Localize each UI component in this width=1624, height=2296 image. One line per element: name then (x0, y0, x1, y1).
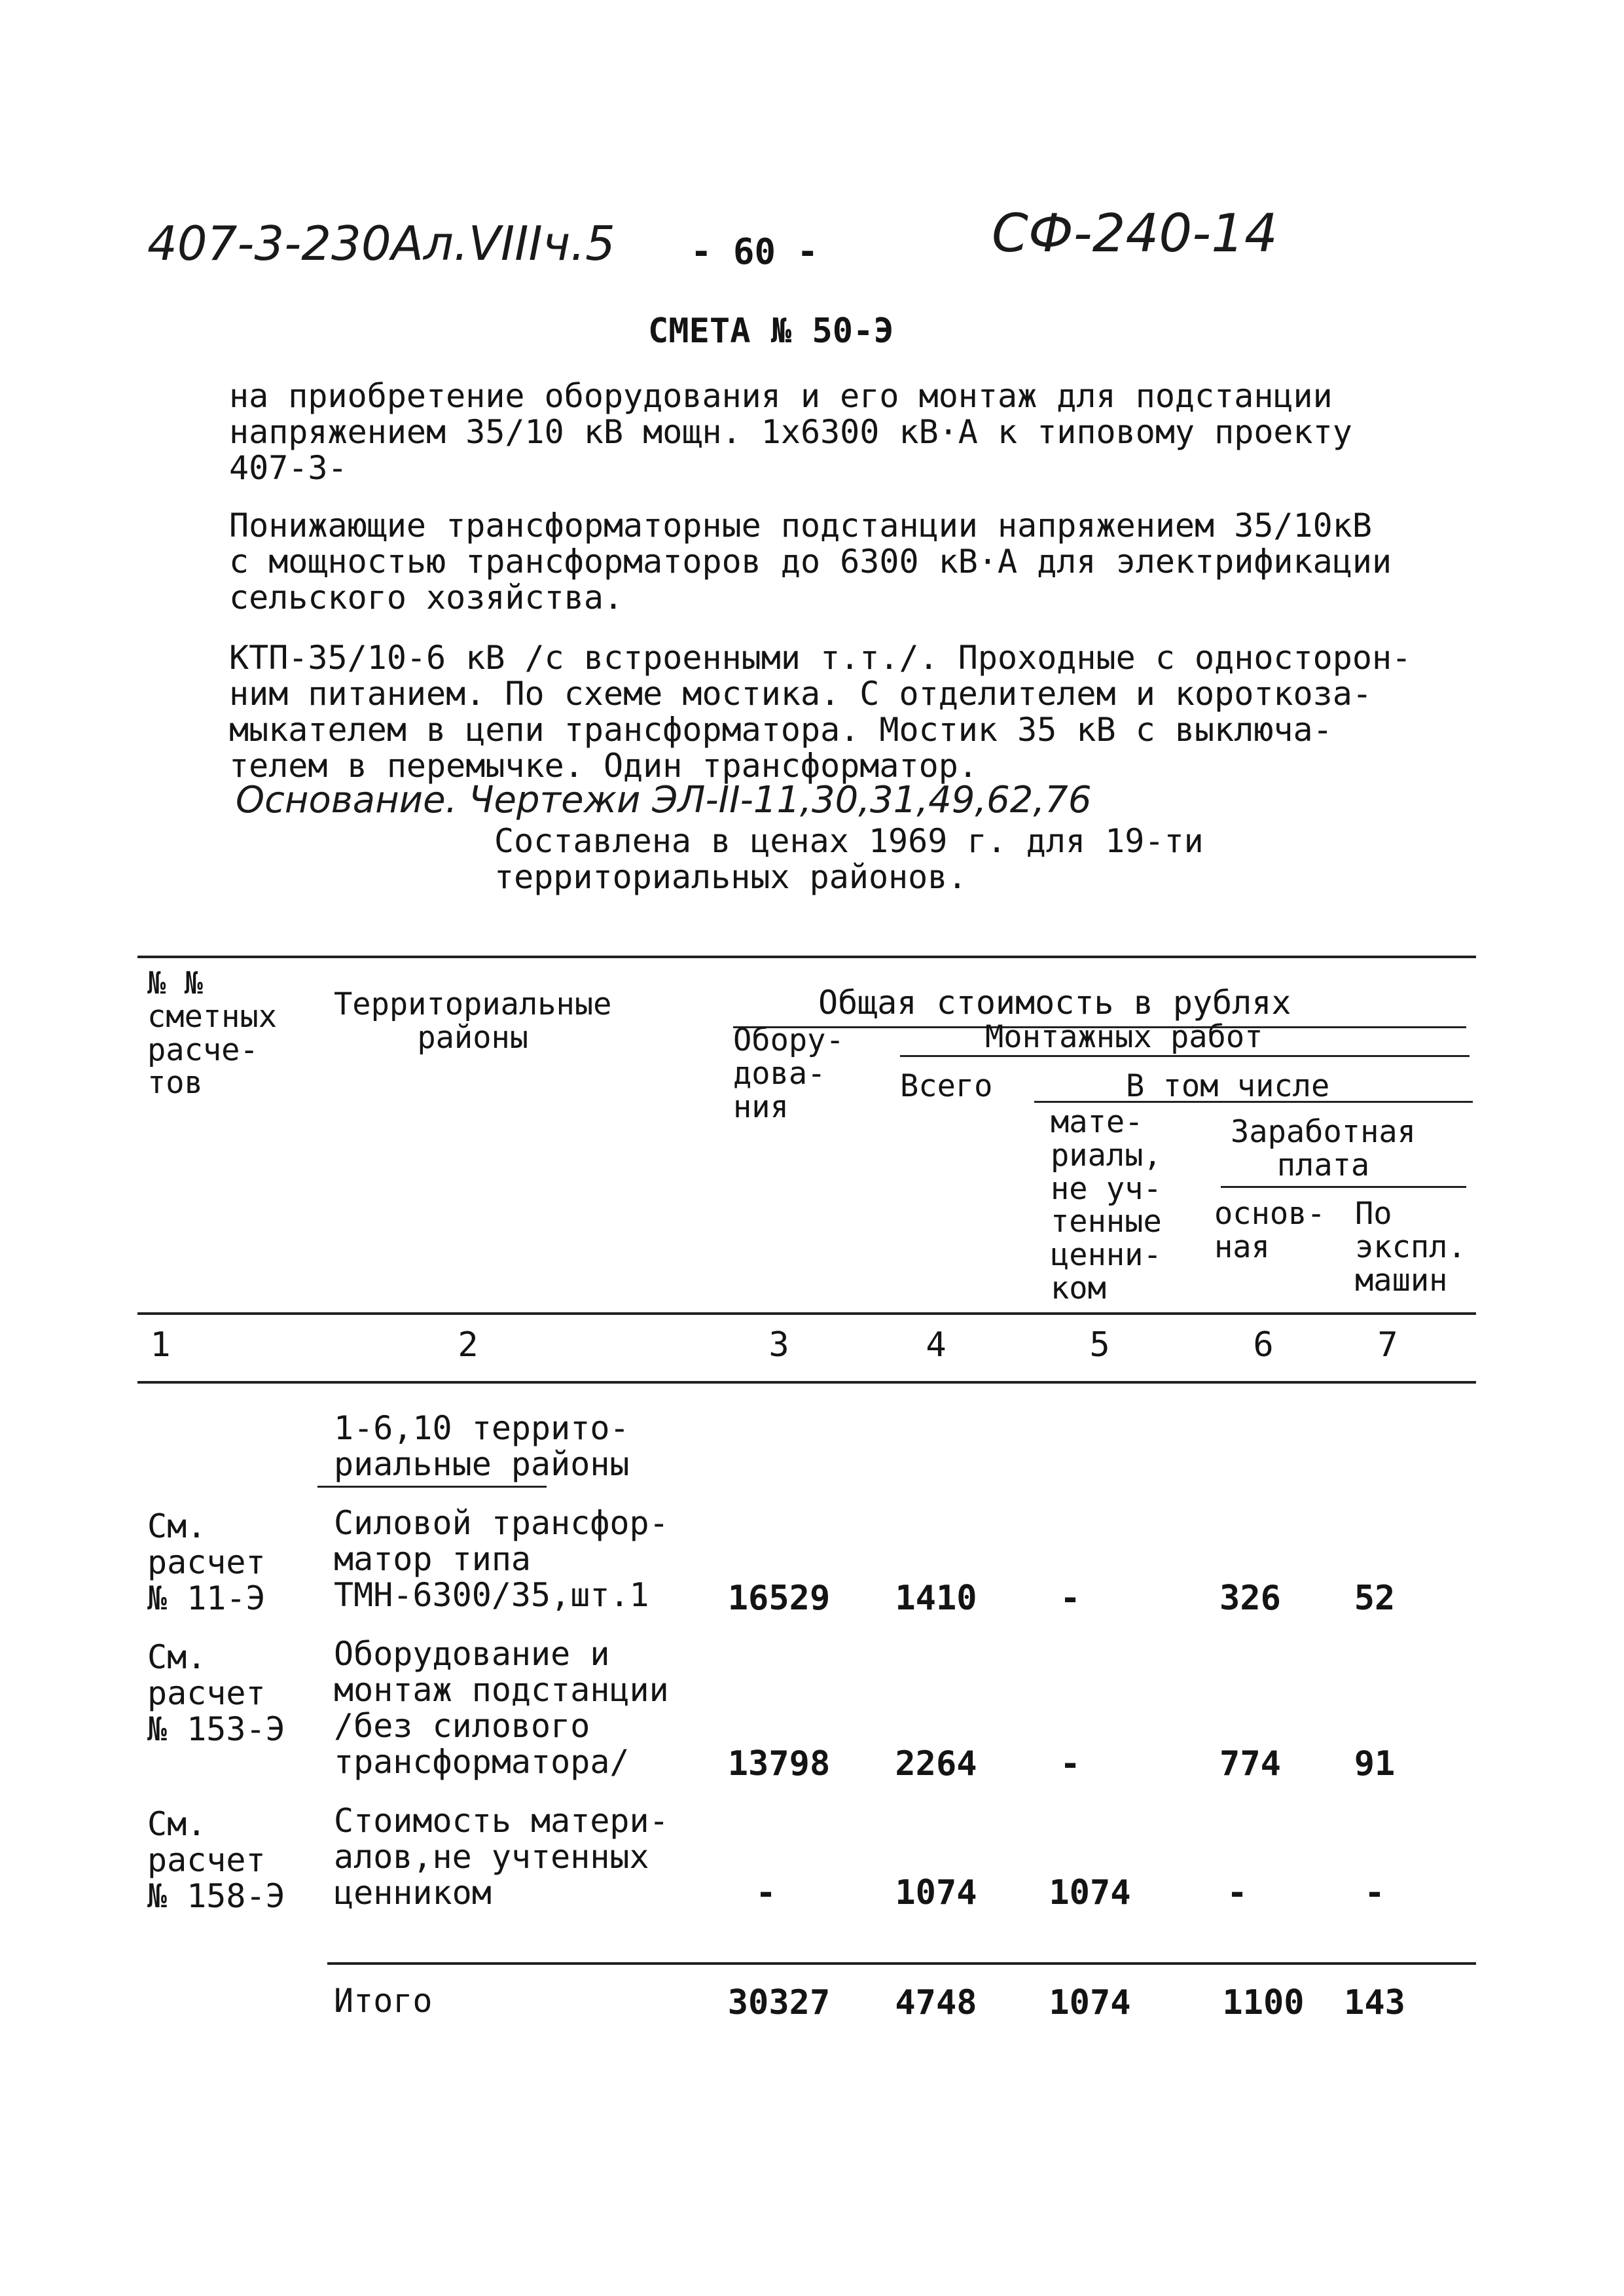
row-name: Силовой трансфор- матор типа ТМН-6300/35,шт.1 (334, 1504, 669, 1614)
intro-line: на приобретение оборудования и его монтаж для подстанции (229, 377, 1333, 415)
row-machines: 52 (1354, 1579, 1396, 1618)
column-number: 2 (458, 1325, 478, 1365)
row-materials: - (1060, 1579, 1081, 1618)
description-line: с мощностью трансформаторов до 6300 кВ·А для электрификации (229, 543, 1392, 581)
header-calc-number: № № сметных расче- тов (147, 965, 278, 1102)
total-row-rule (327, 1962, 1476, 1965)
column-number: 3 (768, 1325, 789, 1365)
header-machines: По экспл. машин (1355, 1196, 1466, 1299)
row-ref: См. расчет № 11-Э (147, 1507, 266, 1617)
row-all: 2264 (895, 1744, 977, 1784)
doc-code-right: СФ-240-14 (992, 203, 1278, 264)
header-regions: Территориальные районы (334, 986, 612, 1056)
description-paragraph (229, 508, 1392, 616)
row-ref: См. расчет № 158-Э (147, 1805, 285, 1915)
row-all: 1074 (895, 1873, 977, 1912)
row-basic: - (1227, 1873, 1248, 1912)
column-number: 4 (926, 1325, 947, 1365)
total-label: Итого (334, 1982, 433, 2020)
doc-code-left: 407-3-230Ал.VIIIч.5 (147, 216, 615, 271)
column-number: 1 (150, 1325, 171, 1365)
specification-line: ним питанием. По схеме мостика. С отделителем и короткоза- (229, 675, 1372, 713)
intro-line: напряжением 35/10 кВ мощн. 1х6300 кВ·А к типовому проекту (229, 413, 1352, 451)
row-equipment: - (755, 1873, 776, 1912)
description-line: Понижающие трансформаторные подстанции напряжением 35/10кВ (229, 507, 1372, 545)
intro-paragraph (229, 378, 1352, 486)
row-name: Оборудование и монтаж подстанции /без силового трансформатора/ (334, 1635, 669, 1781)
table-top-rule (137, 956, 1476, 958)
row-ref: См. расчет № 153-Э (147, 1638, 285, 1748)
specification-line: телем в перемычке. Один трансформатор. (229, 747, 978, 785)
row-all: 1410 (895, 1579, 977, 1618)
compiled-note (494, 823, 1204, 895)
header-installation: Монтажных работ (985, 1019, 1263, 1055)
header-equipment: Обору- дова- ния (733, 1022, 844, 1125)
total-basic: 1100 (1222, 1983, 1305, 2022)
header-basic: основ- ная (1214, 1196, 1326, 1265)
row-basic: 326 (1219, 1579, 1281, 1618)
installation-underline (900, 1055, 1470, 1057)
page-number: - 60 - (691, 231, 819, 272)
total-machines: 143 (1344, 1983, 1405, 2022)
compiled-line: Составлена в ценах 1969 г. для 19-ти (494, 822, 1204, 860)
column-numbers-rule (137, 1381, 1476, 1384)
header-wages: Заработная плата (1231, 1114, 1416, 1183)
page-title: СМЕТА № 50-Э (648, 312, 894, 351)
row-materials: 1074 (1049, 1873, 1131, 1912)
description-line: сельского хозяйства. (229, 579, 624, 617)
total-materials: 1074 (1049, 1983, 1131, 2022)
row-name: Стоимость матери- алов,не учтенных ценником (334, 1802, 669, 1912)
header-total-cost: Общая стоимость в рублях (818, 984, 1291, 1022)
section-title: 1-6,10 террито- риальные районы (334, 1409, 630, 1483)
header-including: В том числе (1126, 1068, 1330, 1104)
row-materials: - (1060, 1744, 1081, 1784)
row-basic: 774 (1219, 1744, 1281, 1784)
specification-line: КТП-35/10-6 кВ /с встроенными т.т./. Проходные с односторон- (229, 639, 1412, 677)
row-equipment: 13798 (727, 1744, 831, 1784)
column-number: 6 (1253, 1325, 1274, 1365)
wages-underline (1221, 1186, 1466, 1188)
row-machines: - (1364, 1873, 1385, 1912)
specification-line: мыкателем в цепи трансформатора. Мостик 35 кВ с выключа- (229, 711, 1333, 749)
basis-note: Основание. Чертежи ЭЛ-II-11,30,31,49,62,76 (236, 779, 1092, 821)
header-all: Всего (900, 1068, 993, 1104)
column-number: 7 (1377, 1325, 1398, 1365)
total-all: 4748 (895, 1983, 977, 2022)
compiled-line: территориальных районов. (494, 858, 967, 896)
total-equipment: 30327 (727, 1983, 831, 2022)
header-materials: мате- риалы, не уч- тенные ценни- ком (1051, 1104, 1162, 1306)
row-equipment: 16529 (727, 1579, 831, 1618)
column-number: 5 (1089, 1325, 1110, 1365)
section-underline (317, 1486, 547, 1488)
intro-line: 407-3- (229, 449, 348, 487)
row-machines: 91 (1354, 1744, 1396, 1784)
header-bottom-rule (137, 1312, 1476, 1315)
specification-paragraph (229, 640, 1411, 784)
